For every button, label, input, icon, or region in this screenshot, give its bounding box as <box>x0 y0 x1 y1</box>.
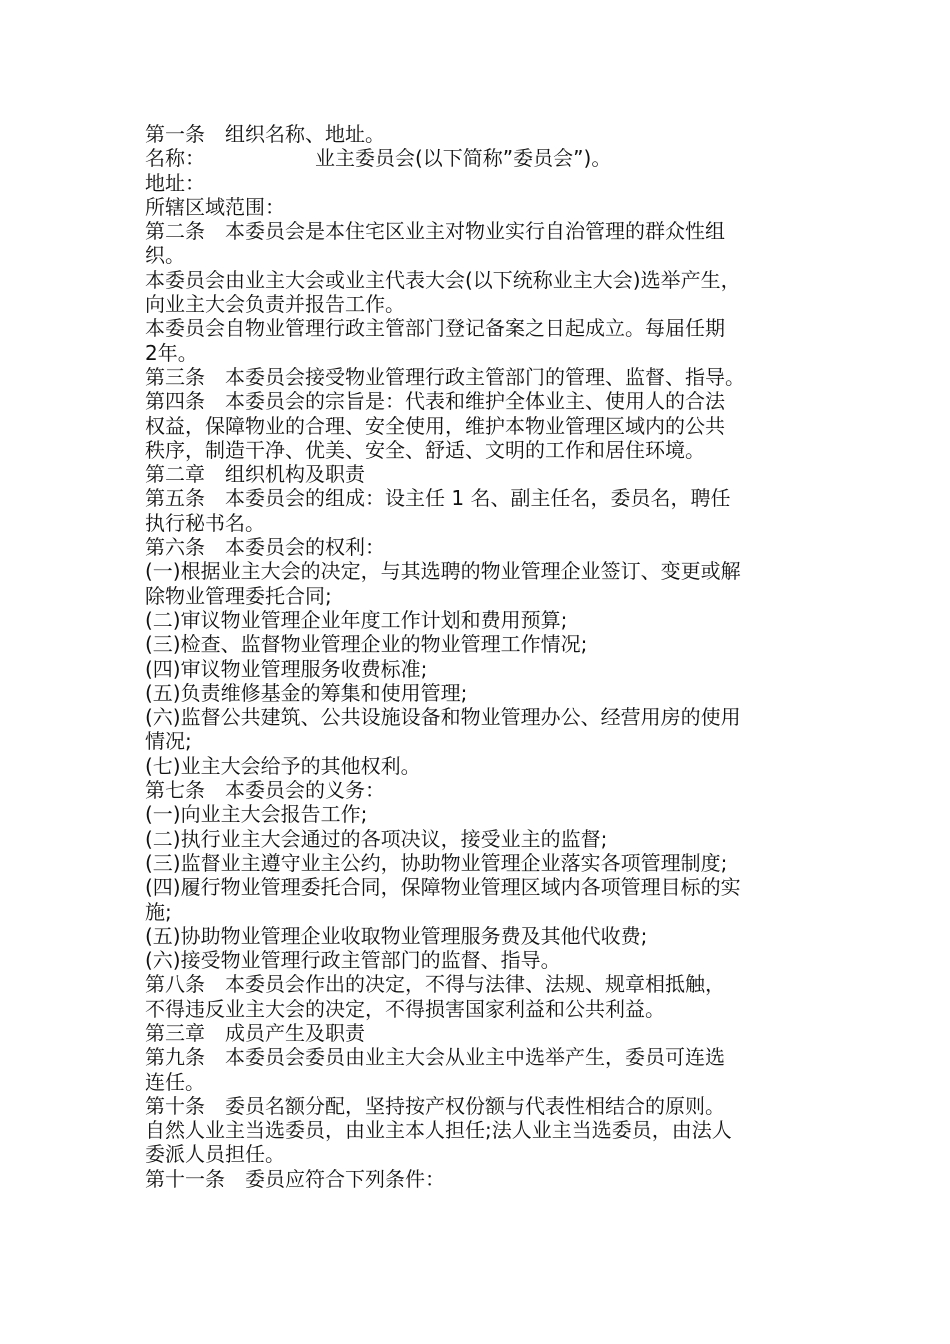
chapter-heading: 第二章 组织机构及职责 <box>145 462 365 487</box>
list-item: (七)业主大会给予的其他权利。 <box>145 753 421 778</box>
text-line: 自然人业主当选委员，由业主本人担任;法人业主当选委员，由法人 <box>145 1118 732 1143</box>
text-line: 2年。 <box>145 340 198 365</box>
text-line: 第九条 本委员会委员由业主大会从业主中选举产生，委员可连选 <box>145 1045 725 1070</box>
list-item: (三)监督业主遵守业主公约，协助物业管理企业落实各项管理制度; <box>145 850 728 875</box>
text-line: 第十条 委员名额分配，坚持按产权份额与代表性相结合的原则。 <box>145 1093 725 1118</box>
list-item: (六)接受物业管理行政主管部门的监督、指导。 <box>145 948 561 973</box>
list-item: (一)向业主大会报告工作; <box>145 802 368 827</box>
list-item: 情况; <box>145 729 192 754</box>
list-item: (五)负责维修基金的筹集和使用管理; <box>145 680 468 705</box>
text-line: 秩序，制造干净、优美、安全、舒适、文明的工作和居住环境。 <box>145 437 705 462</box>
text-line: 第七条 本委员会的义务： <box>145 778 385 803</box>
text-line: 委派人员担任。 <box>145 1142 285 1167</box>
list-item: 除物业管理委托合同; <box>145 583 332 608</box>
text-line: 地址： <box>145 170 205 195</box>
text-line: 第一条 组织名称、地址。 <box>145 122 385 146</box>
list-item: (六)监督公共建筑、公共设施设备和物业管理办公、经营用房的使用 <box>145 705 741 730</box>
text-line: 第六条 本委员会的权利： <box>145 535 385 560</box>
text-line: 第八条 本委员会作出的决定，不得与法律、法规、规章相抵触， <box>145 972 725 997</box>
text-line: 所辖区域范围： <box>145 194 285 219</box>
text-line: 名称： 业主委员会(以下简称”委员会”)。 <box>145 146 612 171</box>
text-line: 第三条 本委员会接受物业管理行政主管部门的管理、监督、指导。 <box>145 364 745 389</box>
list-item: (四)履行物业管理委托合同，保障物业管理区域内各项管理目标的实 <box>145 875 741 900</box>
list-item: (四)审议物业管理服务收费标准; <box>145 656 428 681</box>
text-line: 执行秘书名。 <box>145 510 265 535</box>
text-line: 本委员会由业主大会或业主代表大会(以下统称业主大会)选举产生， <box>145 267 741 292</box>
text-line: 权益，保障物业的合理、安全使用，维护本物业管理区域内的公共 <box>145 413 725 438</box>
list-item: (三)检查、监督物业管理企业的物业管理工作情况; <box>145 632 588 657</box>
text-line: 连任。 <box>145 1069 205 1094</box>
list-item: 施; <box>145 899 172 924</box>
list-item: (一)根据业主大会的决定，与其选聘的物业管理企业签订、变更或解 <box>145 559 741 584</box>
chapter-heading: 第三章 成员产生及职责 <box>145 1020 365 1045</box>
text-line: 不得违反业主大会的决定，不得损害国家利益和公共利益。 <box>145 996 665 1021</box>
text-line: 第二条 本委员会是本住宅区业主对物业实行自治管理的群众性组 <box>145 219 725 244</box>
list-item: (二)审议物业管理企业年度工作计划和费用预算; <box>145 607 568 632</box>
text-line: 第五条 本委员会的组成：设主任 1 名、副主任名，委员名，聘任 <box>145 486 731 511</box>
text-line: 织。 <box>145 243 185 268</box>
list-item: (二)执行业主大会通过的各项决议，接受业主的监督; <box>145 826 608 851</box>
text-line: 本委员会自物业管理行政主管部门登记备案之日起成立。每届任期 <box>145 316 725 341</box>
list-item: (五)协助物业管理企业收取物业管理服务费及其他代收费; <box>145 923 648 948</box>
text-line: 向业主大会负责并报告工作。 <box>145 292 405 317</box>
text-line: 第四条 本委员会的宗旨是：代表和维护全体业主、使用人的合法 <box>145 389 725 414</box>
text-line: 第十一条 委员应符合下列条件： <box>145 1166 445 1191</box>
document-body <box>145 122 810 1191</box>
